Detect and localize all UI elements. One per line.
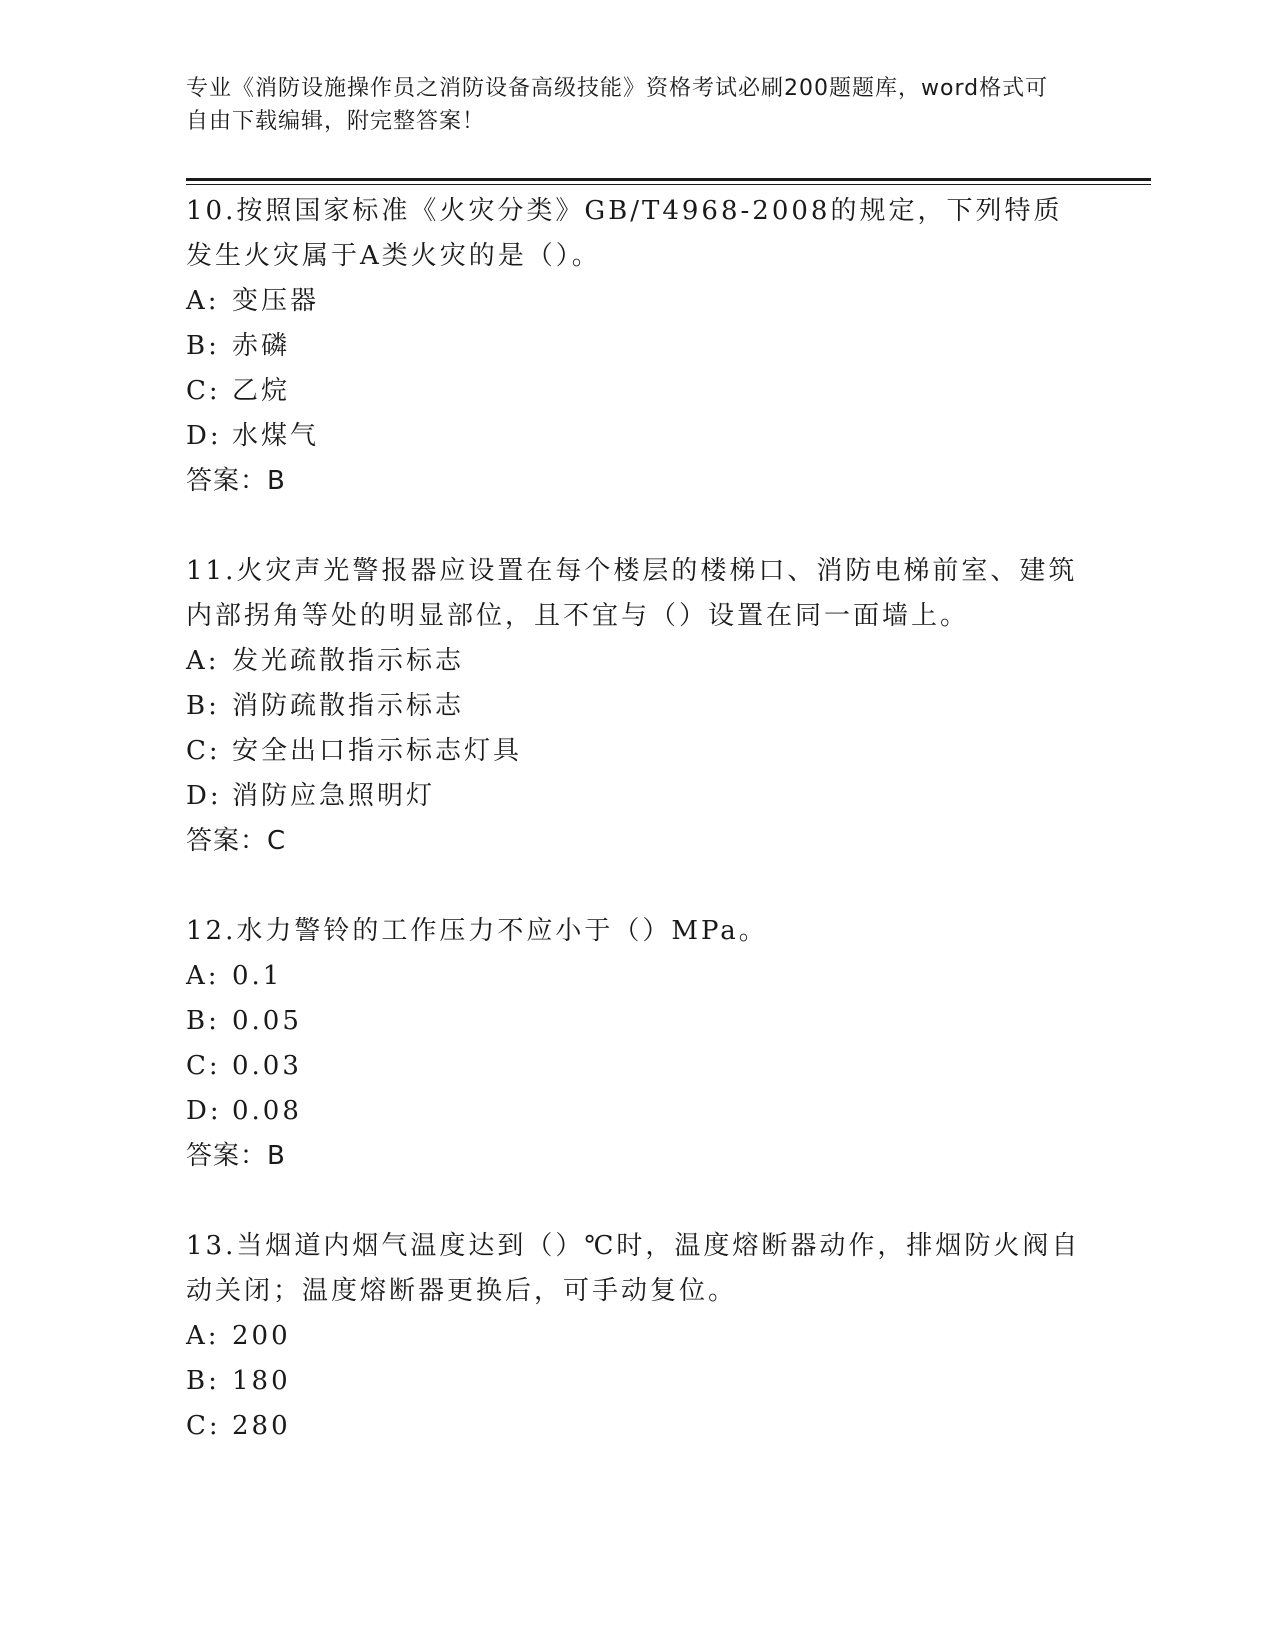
- option-c: [186, 1044, 1086, 1089]
- option-text: 消防疏散指示标志: [232, 691, 465, 721]
- option-text: 0.05: [232, 1006, 302, 1036]
- option-text: 0.1: [232, 961, 283, 991]
- option-d: [186, 414, 1086, 459]
- option-d: [186, 774, 1086, 819]
- option-c: [186, 729, 1086, 774]
- question-12: [186, 909, 1086, 1179]
- question-text: 11.火灾声光警报器应设置在每个楼层的楼梯口、消防电梯前室、建筑内部拐角等处的明显部位，且不宜与（）设置在同一面墙上。: [186, 556, 1078, 631]
- option-a: [186, 1314, 1086, 1359]
- question-text: 12.水力警铃的工作压力不应小于（）MPa。: [186, 916, 768, 946]
- answer-label: 答案：C: [186, 826, 287, 856]
- option-text: 变压器: [232, 286, 320, 316]
- question-13: [186, 1224, 1086, 1449]
- option-text: 0.03: [232, 1051, 302, 1081]
- option-a: [186, 954, 1086, 999]
- option-text: 发光疏散指示标志: [232, 646, 465, 676]
- option-letter: D:: [186, 1096, 222, 1126]
- option-letter: B:: [186, 1366, 220, 1396]
- question-10: [186, 189, 1086, 504]
- option-text: 180: [232, 1366, 291, 1396]
- question-text: 13.当烟道内烟气温度达到（）℃时，温度熔断器动作，排烟防火阀自动关闭；温度熔断器更换后，可手动复位。: [186, 1231, 1081, 1306]
- option-letter: C:: [186, 1411, 221, 1441]
- option-letter: C:: [186, 376, 221, 406]
- option-text: 200: [232, 1321, 291, 1351]
- header-divider-thin: [186, 184, 1151, 185]
- option-c: [186, 369, 1086, 414]
- option-letter: A:: [186, 286, 220, 316]
- option-text: 0.08: [232, 1096, 302, 1126]
- option-text: 水煤气: [232, 421, 320, 451]
- option-text: 安全出口指示标志灯具: [232, 736, 523, 766]
- option-a: [186, 279, 1086, 324]
- option-letter: C:: [186, 1051, 221, 1081]
- option-text: 乙烷: [232, 376, 291, 406]
- option-b: [186, 324, 1086, 369]
- option-text: 280: [232, 1411, 291, 1441]
- option-letter: B:: [186, 1006, 220, 1036]
- option-letter: D:: [186, 421, 222, 451]
- answer-label: 答案：B: [186, 466, 286, 496]
- option-b: [186, 684, 1086, 729]
- option-letter: A:: [186, 961, 220, 991]
- option-letter: D:: [186, 781, 222, 811]
- option-text: 赤磷: [232, 331, 291, 361]
- option-text: 消防应急照明灯: [232, 781, 436, 811]
- option-c: [186, 1404, 1086, 1449]
- option-letter: B:: [186, 331, 220, 361]
- question-list: [186, 189, 1086, 1494]
- option-b: [186, 1359, 1086, 1404]
- answer-label: 答案：B: [186, 1141, 286, 1171]
- question-text: 10.按照国家标准《火灾分类》GB/T4968-2008的规定，下列特质发生火灾属于A类火灾的是（）。: [186, 196, 1063, 271]
- option-letter: A:: [186, 646, 220, 676]
- option-a: [186, 639, 1086, 684]
- option-d: [186, 1089, 1086, 1134]
- question-11: [186, 549, 1086, 864]
- header-divider-thick: [186, 178, 1151, 181]
- document-header: 专业《消防设施操作员之消防设备高级技能》资格考试必刷200题题库，word格式可自由下载编辑，附完整答案！: [186, 76, 1049, 134]
- option-b: [186, 999, 1086, 1044]
- option-letter: A:: [186, 1321, 220, 1351]
- option-letter: B:: [186, 691, 220, 721]
- option-letter: C:: [186, 736, 221, 766]
